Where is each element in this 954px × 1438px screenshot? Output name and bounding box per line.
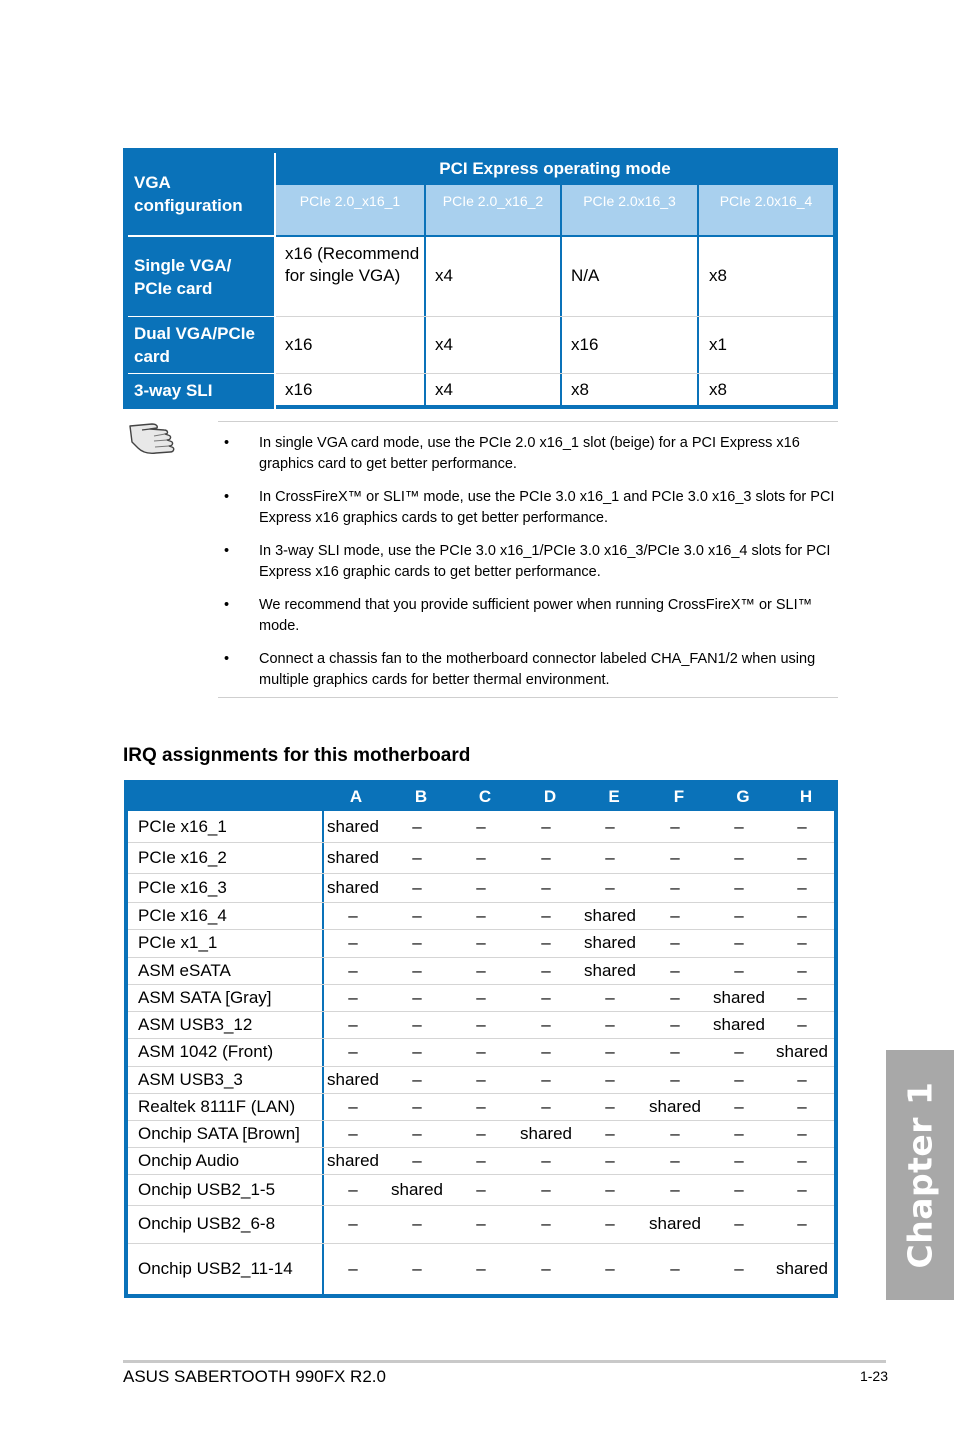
irq-cell: – [797, 1124, 807, 1143]
irq-row-divider [128, 1205, 834, 1206]
vga-cell: x8 [571, 380, 589, 399]
irq-cell: – [797, 1015, 807, 1034]
irq-cell: – [476, 1042, 486, 1061]
irq-cell: – [476, 961, 486, 980]
irq-cell: – [412, 988, 422, 1007]
irq-cell: – [541, 1214, 551, 1233]
irq-col-header: G [736, 787, 750, 806]
irq-device-name: PCIe x16_4 [138, 906, 227, 925]
irq-row-divider [128, 873, 834, 874]
irq-col-header: B [414, 787, 428, 806]
irq-cell: – [605, 1015, 615, 1034]
irq-cell: – [476, 906, 486, 925]
irq-cell: – [476, 1214, 486, 1233]
irq-cell: – [734, 1070, 744, 1089]
vga-cell: x16 [285, 335, 313, 354]
vga-cell: x16 [285, 380, 313, 399]
irq-cell: – [797, 1180, 807, 1199]
note-text: In single VGA card mode, use the PCIe 2.0 x16_1 slot (beige) for a PCI Express x16 graphics card to get better performance. [259, 435, 800, 472]
irq-cell: – [797, 1097, 807, 1116]
row-divider [128, 373, 274, 374]
irq-cell: – [412, 1214, 422, 1233]
irq-row-divider [128, 1243, 834, 1244]
irq-device-name: PCIe x16_3 [138, 878, 227, 897]
irq-cell: – [734, 1259, 744, 1278]
irq-cell: – [797, 1214, 807, 1233]
irq-row-divider [128, 1174, 834, 1175]
irq-cell: – [412, 1070, 422, 1089]
irq-cell: – [476, 817, 486, 836]
irq-cell: – [797, 988, 807, 1007]
irq-cell: – [797, 878, 807, 897]
irq-row-divider [128, 1093, 834, 1094]
irq-cell: – [605, 1214, 615, 1233]
irq-row [128, 902, 834, 929]
vga-cell: N/A [571, 266, 600, 285]
irq-cell: – [797, 1070, 807, 1089]
row-label-3way-sli: 3-way SLI [134, 381, 213, 400]
irq-cell: – [605, 988, 615, 1007]
vga-cell: x4 [435, 380, 453, 399]
irq-cell: – [476, 848, 486, 867]
irq-col-header: C [478, 787, 492, 806]
irq-row-divider [128, 1038, 834, 1039]
irq-row-divider [128, 1066, 834, 1067]
irq-cell: – [412, 1151, 422, 1170]
irq-row [128, 873, 834, 902]
irq-device-name: Onchip USB2_11-14 [138, 1259, 293, 1278]
irq-cell: – [348, 1015, 358, 1034]
irq-cell: – [734, 906, 744, 925]
irq-row-divider [128, 1011, 834, 1012]
irq-row [128, 1120, 834, 1147]
irq-cell: – [605, 1180, 615, 1199]
irq-cell: shared [649, 1214, 701, 1233]
vga-cell: x1 [709, 335, 727, 354]
irq-col-header: E [608, 787, 620, 806]
row-divider [128, 316, 274, 317]
note-text: In 3-way SLI mode, use the PCIe 3.0 x16_1/PCIe 3.0 x16_3/PCIe 3.0 x16_4 slots for PCI Express x16 graphic cards to get better performance. [259, 543, 831, 580]
irq-device-name: ASM USB3_3 [138, 1070, 243, 1089]
irq-cell: – [670, 1124, 680, 1143]
irq-cell: – [734, 878, 744, 897]
irq-cell: – [476, 1259, 486, 1278]
irq-cell: – [348, 906, 358, 925]
irq-cell: – [670, 1151, 680, 1170]
vga-cell: x8 [709, 380, 727, 399]
irq-device-name: ASM 1042 (Front) [138, 1042, 274, 1061]
note-bottom-rule [218, 697, 838, 698]
irq-cell: – [541, 848, 551, 867]
irq-row [128, 1147, 834, 1174]
irq-cell: – [734, 1214, 744, 1233]
irq-cell: – [541, 1070, 551, 1089]
vga-cell: x8 [709, 266, 727, 285]
irq-cell: – [412, 906, 422, 925]
irq-cell: – [541, 1042, 551, 1061]
row-label-single-vga: Single VGA/ PCIe card [134, 256, 232, 298]
slot-header-2: PCIe 2.0_x16_2 [442, 193, 544, 209]
irq-cell: – [541, 817, 551, 836]
footer-product-name: ASUS SABERTOOTH 990FX R2.0 [123, 1367, 386, 1386]
row-label-dual-vga: Dual VGA/PCIe card [134, 324, 255, 366]
irq-cell: – [797, 817, 807, 836]
irq-cell: – [412, 1259, 422, 1278]
irq-cell: – [476, 1180, 486, 1199]
note-block [218, 421, 838, 698]
irq-device-name: PCIe x1_1 [138, 933, 218, 952]
irq-device-name: ASM SATA [Gray] [138, 988, 272, 1007]
bullet: • [224, 651, 230, 667]
irq-cell: – [797, 961, 807, 980]
irq-cell: – [670, 1259, 680, 1278]
irq-cell: – [670, 1070, 680, 1089]
irq-row [128, 1174, 834, 1205]
note-top-rule [218, 421, 838, 422]
irq-cell: – [605, 1124, 615, 1143]
irq-cell: – [412, 1042, 422, 1061]
pci-mode-header: PCI Express operating mode [439, 159, 671, 178]
irq-row-divider [128, 929, 834, 930]
irq-row [128, 842, 834, 873]
irq-cell: shared [713, 1015, 765, 1034]
irq-cell: – [476, 1070, 486, 1089]
irq-cell: – [412, 961, 422, 980]
irq-cell: – [670, 906, 680, 925]
irq-device-name: PCIe x16_2 [138, 848, 227, 867]
bullet: • [224, 489, 230, 505]
vga-cell: x16 (Recommend for single VGA) [285, 244, 420, 285]
irq-cell: – [541, 1180, 551, 1199]
irq-row [128, 1038, 834, 1066]
irq-cell: – [605, 1070, 615, 1089]
irq-cell: – [348, 988, 358, 1007]
slot-header-cell [562, 185, 697, 235]
irq-cell: – [670, 961, 680, 980]
irq-cell: shared [327, 878, 379, 897]
irq-cell: – [734, 933, 744, 952]
slot-header-cell [276, 185, 424, 235]
irq-cell: shared [776, 1042, 828, 1061]
irq-cell: – [412, 1015, 422, 1034]
irq-row-divider [128, 1120, 834, 1121]
irq-cell: – [348, 961, 358, 980]
irq-row [128, 1093, 834, 1120]
irq-cell: shared [391, 1180, 443, 1199]
irq-cell: – [412, 1097, 422, 1116]
chapter-label: Chapter 1 [900, 1081, 940, 1269]
irq-cell: – [541, 933, 551, 952]
irq-device-name: Onchip USB2_1-5 [138, 1180, 276, 1199]
irq-cell: – [412, 878, 422, 897]
irq-cell: – [476, 1124, 486, 1143]
vga-config-table [123, 148, 838, 409]
irq-cell: – [734, 817, 744, 836]
irq-col-header: A [349, 787, 363, 806]
irq-cell: shared [327, 848, 379, 867]
irq-cell: – [670, 848, 680, 867]
irq-cell: – [605, 878, 615, 897]
footer-rule [123, 1360, 886, 1363]
hand-pointer-icon [128, 418, 180, 458]
irq-row [128, 929, 834, 957]
irq-cell: – [541, 988, 551, 1007]
col-divider [697, 237, 699, 405]
irq-cell: – [476, 1151, 486, 1170]
chapter-tab [886, 1050, 954, 1300]
irq-cell: shared [584, 906, 636, 925]
slot-header-4: PCIe 2.0x16_4 [719, 193, 813, 209]
irq-cell: – [605, 1097, 615, 1116]
irq-cell: – [412, 848, 422, 867]
irq-device-name: ASM eSATA [138, 961, 231, 980]
irq-cell: – [476, 933, 486, 952]
irq-cell: – [605, 1042, 615, 1061]
irq-col-header: D [543, 787, 557, 806]
irq-col-header: F [673, 787, 685, 806]
vga-config-corner-label: VGA configuration [134, 173, 243, 215]
vga-cell: x4 [435, 266, 453, 285]
irq-row-divider [128, 1147, 834, 1148]
irq-cell: – [541, 1151, 551, 1170]
irq-cell: – [348, 1097, 358, 1116]
irq-cell: – [541, 906, 551, 925]
irq-cell: – [734, 961, 744, 980]
irq-cell: shared [327, 1070, 379, 1089]
irq-row [128, 1205, 834, 1243]
irq-row [128, 1243, 834, 1294]
irq-cell: – [605, 848, 615, 867]
slot-header-cell [426, 185, 560, 235]
row-divider [128, 235, 274, 237]
irq-cell: – [541, 878, 551, 897]
irq-cell: shared [649, 1097, 701, 1116]
irq-cell: shared [327, 1151, 379, 1170]
irq-cell: – [670, 988, 680, 1007]
irq-device-name: Realtek 8111F (LAN) [138, 1097, 296, 1116]
irq-cell: – [605, 817, 615, 836]
row-divider [276, 373, 833, 374]
irq-cell: – [476, 878, 486, 897]
irq-cell: – [476, 988, 486, 1007]
irq-row-divider [128, 957, 834, 958]
irq-row [128, 1011, 834, 1038]
irq-device-name: Onchip SATA [Brown] [138, 1124, 300, 1143]
irq-cell: – [670, 817, 680, 836]
irq-cell: – [734, 1042, 744, 1061]
irq-cell: – [541, 1259, 551, 1278]
irq-col-header: H [799, 787, 813, 806]
irq-cell: shared [327, 817, 379, 836]
irq-cell: shared [584, 961, 636, 980]
irq-table [124, 780, 838, 1298]
irq-row [128, 1066, 834, 1093]
irq-cell: – [348, 1214, 358, 1233]
slot-header-3: PCIe 2.0x16_3 [583, 193, 676, 209]
note-text: Connect a chassis fan to the motherboard connector labeled CHA_FAN1/2 when using multiple graphics cards for better thermal environment. [259, 651, 816, 688]
irq-cell: – [797, 906, 807, 925]
irq-cell: – [797, 848, 807, 867]
col-divider [424, 237, 426, 405]
irq-device-name: PCIe x16_1 [138, 817, 227, 836]
irq-device-name: ASM USB3_12 [138, 1015, 253, 1034]
irq-cell: – [670, 1180, 680, 1199]
irq-heading: IRQ assignments for this motherboard [123, 745, 471, 766]
irq-cell: – [541, 1097, 551, 1116]
slot-header-1: PCIe 2.0_x16_1 [299, 193, 401, 209]
irq-cell: – [734, 1180, 744, 1199]
irq-cell: shared [713, 988, 765, 1007]
irq-cell: shared [520, 1124, 572, 1143]
irq-cell: – [348, 1180, 358, 1199]
irq-row-divider [128, 902, 834, 903]
row-divider [276, 316, 833, 317]
irq-cell: – [670, 1042, 680, 1061]
irq-device-name: Onchip USB2_6-8 [138, 1214, 276, 1233]
irq-cell: – [348, 1124, 358, 1143]
vga-cell: x4 [435, 335, 453, 354]
irq-cell: – [797, 933, 807, 952]
irq-cell: – [541, 961, 551, 980]
irq-row-divider [128, 984, 834, 985]
irq-cell: shared [776, 1259, 828, 1278]
irq-cell: – [476, 1015, 486, 1034]
irq-cell: – [734, 1151, 744, 1170]
irq-cell: – [670, 1015, 680, 1034]
irq-row [128, 811, 834, 842]
irq-cell: – [734, 1097, 744, 1116]
irq-cell: – [734, 1124, 744, 1143]
irq-cell: – [412, 1124, 422, 1143]
irq-body [128, 811, 834, 1294]
irq-cell: – [348, 1042, 358, 1061]
slot-header-cell [699, 185, 833, 235]
irq-cell: – [348, 1259, 358, 1278]
irq-row-divider [128, 842, 834, 843]
irq-cell: – [605, 1259, 615, 1278]
bullet: • [224, 543, 230, 559]
irq-row [128, 984, 834, 1011]
bullet: • [224, 435, 230, 451]
irq-device-name: Onchip Audio [138, 1151, 240, 1170]
irq-cell: – [734, 848, 744, 867]
note-text: In CrossFireX™ or SLI™ mode, use the PCIe 3.0 x16_1 and PCIe 3.0 x16_3 slots for PCI Express x16 graphics cards to get better performance. [259, 489, 835, 526]
col-divider [560, 237, 562, 405]
irq-cell: shared [584, 933, 636, 952]
note-text: We recommend that you provide sufficient power when running CrossFireX™ or SLI™ mode. [259, 597, 813, 634]
irq-cell: – [670, 878, 680, 897]
irq-cell: – [348, 933, 358, 952]
irq-row [128, 957, 834, 984]
bullet: • [224, 597, 230, 613]
irq-cell: – [797, 1151, 807, 1170]
irq-cell: – [412, 817, 422, 836]
irq-cell: – [541, 1015, 551, 1034]
irq-cell: – [605, 1151, 615, 1170]
irq-cell: – [670, 933, 680, 952]
irq-cell: – [412, 933, 422, 952]
vga-cell: x16 [571, 335, 599, 354]
footer-page-number: 1-23 [859, 1368, 888, 1384]
irq-cell: – [476, 1097, 486, 1116]
